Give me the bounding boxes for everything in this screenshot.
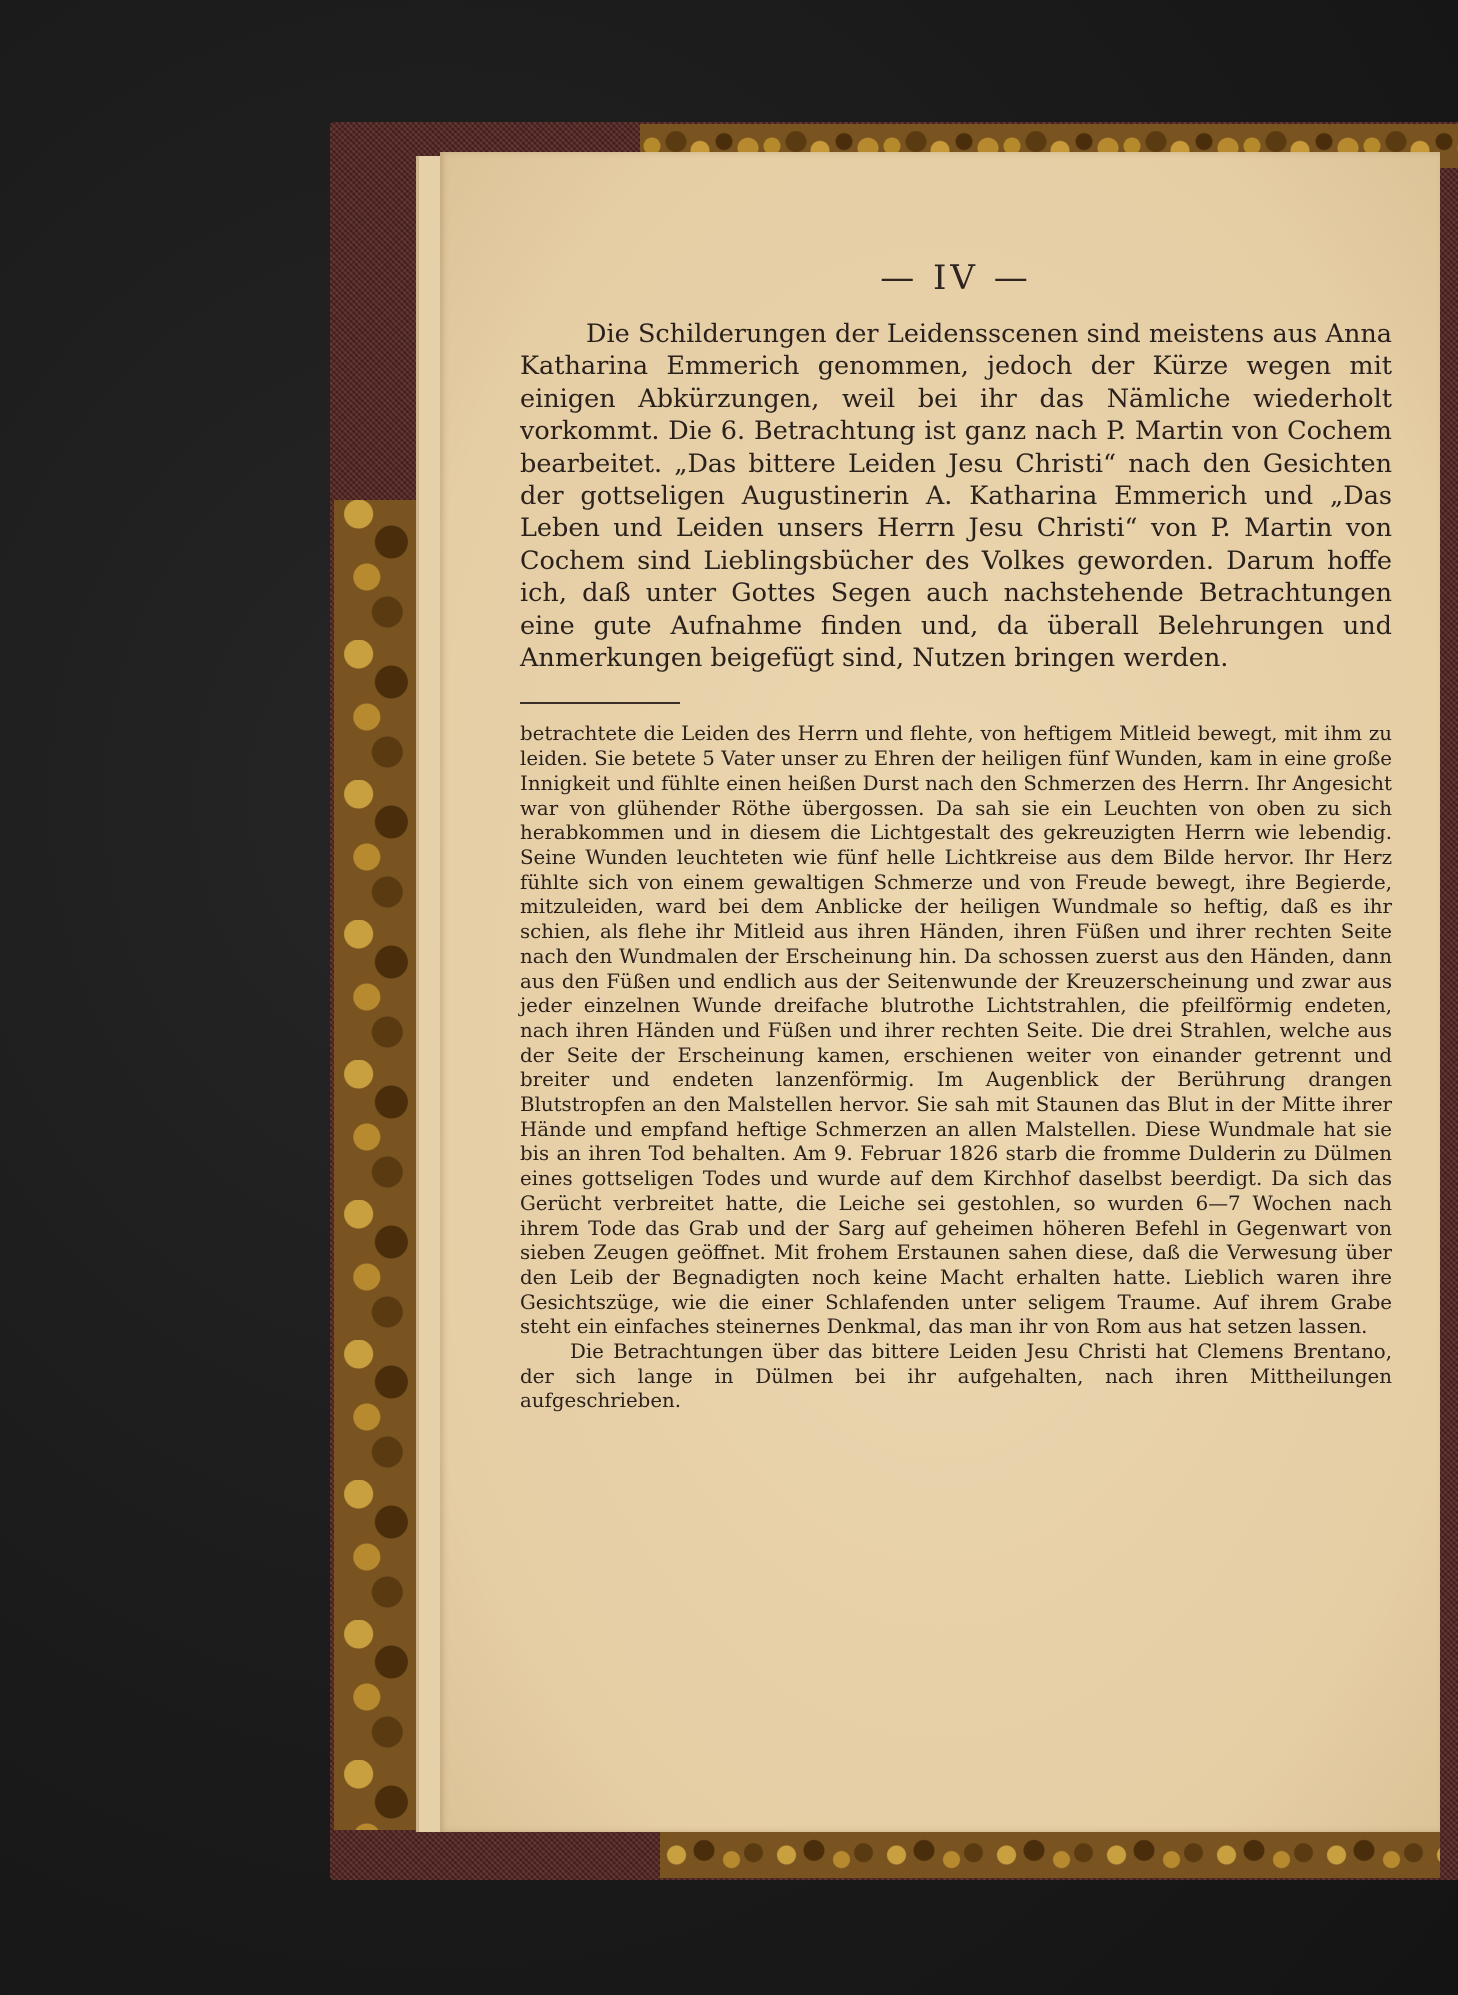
marbled-edge-bottom <box>660 1832 1440 1878</box>
page-number: — IV — <box>880 258 1032 298</box>
footnote-paragraph: Die Betrachtungen über das bittere Leiden Jesu Christi hat Clemens Brentano, der sich lange in Dülmen bei ihr aufgehalten, nach ihren Mittheilungen aufgeschrieben. <box>520 1340 1392 1413</box>
footnote-divider <box>520 702 680 704</box>
footnote-paragraph: betrachtete die Leiden des Herrn und flehte, von heftigem Mitleid bewegt, mit ihm zu leiden. Sie betete 5 Vater unser zu Ehren der heiligen fünf Wunden, kam in eine große Innigkeit und fühlte einen heißen Durst nach den Schmerzen des Herrn. Ihr Angesicht war von glühender Röthe übergossen. Da sah sie ein Leuchten von oben zu sich herabkommen und in diesem die Lichtgestalt des gekreuzigten Herrn wie lebendig. Seine Wunden leuchteten wie fünf helle Lichtkreise aus dem Bilde hervor. Ihr Herz fühlte sich von einem gewaltigen Schmerze und von Freude bewegt, ihre Begierde, mitzuleiden, ward bei dem Anblicke der heiligen Wundmale so heftig, daß es ihr schien, als flehe ihr Mitleid aus ihren Händen, ihren Füßen und ihrer rechten Seite nach den Wundmalen der Erscheinung hin. Da schossen zuerst aus den Händen, dann aus den Füßen und endlich aus der Seitenwunde der Kreuzerscheinung und zwar aus jeder einzelnen Wunde dreifache blutrothe Lichtstrahlen, die pfeilförmig endeten, nach ihren Händen und Füßen und ihrer rechten Seite. Die drei Strahlen, welche aus der Seite der Erscheinung kamen, erschienen weiter von einander getrennt und breiter und endeten lanzenförmig. Im Augenblick der Berührung drangen Blutstropfen an den Malstellen hervor. Sie sah mit Staunen das Blut in der Mitte ihrer Hände und empfand heftige Schmerzen an allen Malstellen. Diese Wundmale hat sie bis an ihren Tod behalten. Am 9. Februar 1826 starb die fromme Dulderin zu Dülmen eines gottseligen Todes und wurde auf dem Kirchhof daselbst beerdigt. Da sich das Gerücht verbreitet hatte, die Leiche sei gestohlen, so wurden 6—7 Wochen nach ihrem Tode das Grab und der Sarg auf geheimen höheren Befehl in Gegenwart von sieben Zeugen geöffnet. Mit frohem Erstaunen sahen diese, daß die Verwesung über den Leib der Begnadigten noch keine Macht erhalten hatte. Lieblich waren ihre Gesichtszüge, wie die einer Schlafenden unter seligem Traume. Auf ihrem Grabe steht ein einfaches steinernes Denkmal, das man ihr von Rom aus hat setzen lassen. <box>520 722 1392 1339</box>
page-content <box>520 258 1392 1414</box>
marbled-edge-left <box>334 500 416 1830</box>
main-text <box>520 318 1392 674</box>
footnote <box>520 722 1392 1414</box>
main-paragraph: Die Schilderungen der Leidensscenen sind meistens aus Anna Katharina Emmerich genommen, jedoch der Kürze wegen mit einigen Abkürzungen, weil bei ihr das Nämliche wiederholt vorkommt. Die 6. Betrachtung ist ganz nach P. Martin von Cochem bearbeitet. „Das bittere Leiden Jesu Christi“ nach den Gesichten der gottseligen Augustinerin A. Katharina Emmerich und „Das Leben und Leiden unsers Herrn Jesu Christi“ von P. Martin von Cochem sind Lieblingsbücher des Volkes geworden. Darum hoffe ich, daß unter Gottes Segen auch nachstehende Betrachtungen eine gute Aufnahme finden und, da überall Belehrungen und Anmerkungen beigefügt sind, Nutzen bringen werden. <box>520 319 1392 674</box>
